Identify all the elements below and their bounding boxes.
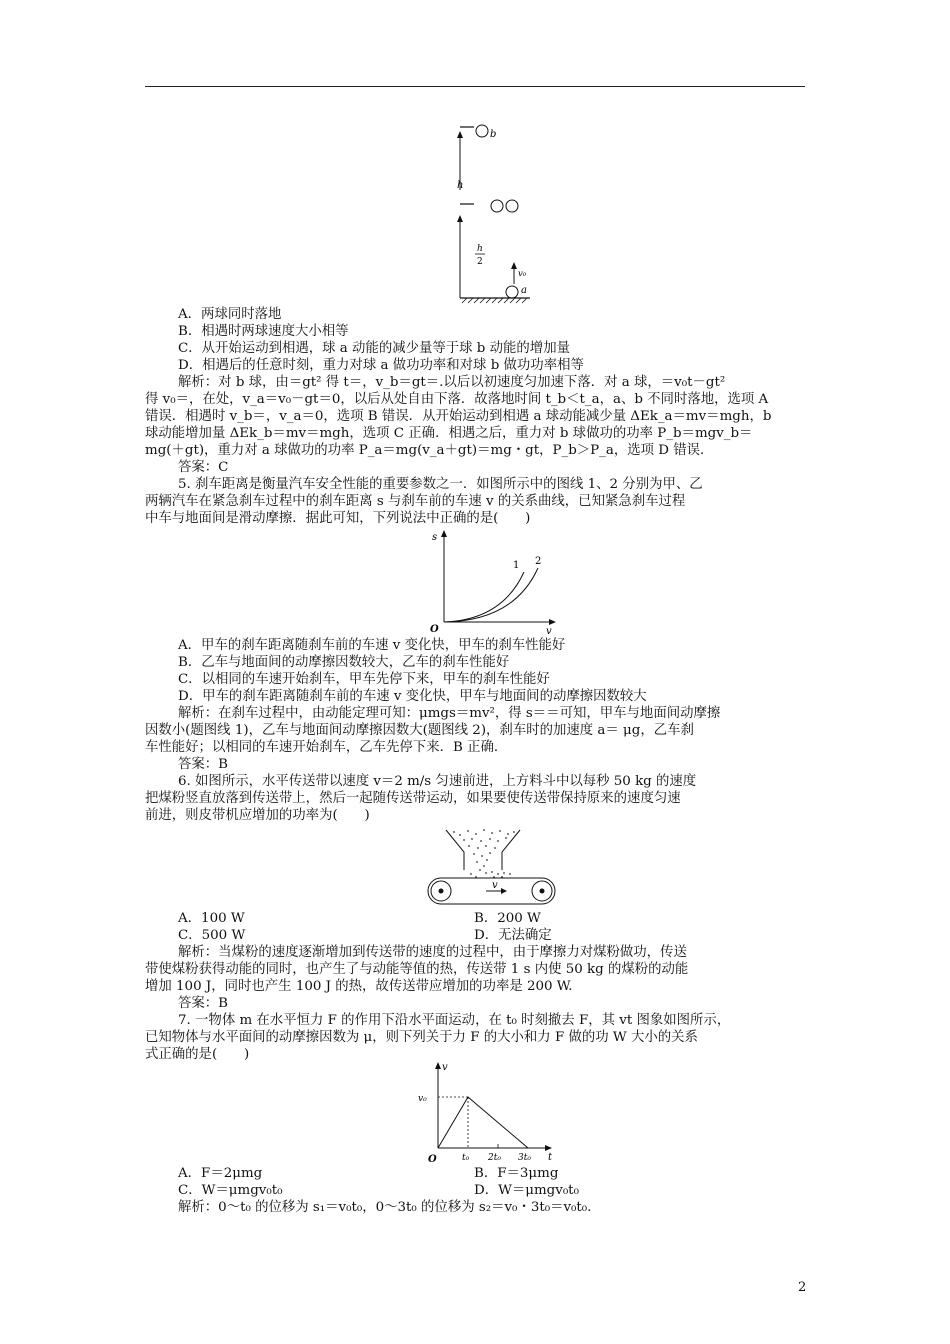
label-h: h [457, 180, 464, 191]
origin-label: O [430, 624, 439, 635]
origin-label: O [428, 1154, 437, 1165]
q5-analysis-line: 因数小(题图线 1)，乙车与地面间动摩擦因数大(题图线 2)，刹车时的加速度 a＝ μg，乙车刹 [145, 723, 694, 738]
q5-option-a: A．甲车的刹车距离随刹车前的车速 v 变化快，甲车的刹车性能好 [178, 638, 566, 653]
tick-label-v0: v₀ [418, 1094, 427, 1104]
q4-option-b: B．相遇时两球速度大小相等 [178, 324, 349, 339]
q4-analysis-line: 得 v₀＝，在处，v_a＝v₀－gt＝0，以后从处自由下落．故落地时间 t_b＜t_a，a、b 不同时落地，选项 A [145, 392, 769, 407]
q7-stem-line: 式正确的是( ) [145, 1047, 250, 1062]
q4-analysis-line: 球动能增加量 ΔEk_b＝mv＝mgh，选项 C 正确．相遇之后，重力对 b 球做功的功率 P_b＝mgv_b＝ [145, 426, 753, 441]
header-rule [145, 86, 805, 87]
q6-option-a: A．100 W [178, 911, 245, 926]
q6-option-c: C．500 W [178, 928, 246, 943]
q5-analysis-line: 解析：在刹车过程中，由动能定理可知：μmgs＝mv²，得 s＝＝可知，甲车与地面间动摩擦 [178, 706, 721, 721]
q5-analysis-line: 车性能好；以相同的车速开始刹车，乙车先停下来．B 正确． [145, 740, 508, 755]
hopper [446, 830, 520, 870]
ball-b [476, 125, 488, 137]
curve-label-1: 1 [513, 560, 520, 571]
q6-stem-line: 前进，则皮带机应增加的功率为( ) [145, 808, 370, 823]
q5-option-c: C．以相同的车速开始刹车，甲车先停下来，甲车的刹车性能好 [178, 672, 550, 687]
page-number: 2 [798, 1280, 807, 1295]
label-v0: v₀ [518, 269, 527, 279]
tick-label-2t0: 2t₀ [488, 1153, 501, 1163]
axis-label-v: v [546, 626, 552, 636]
q7-analysis: 解析：0～t₀ 的位移为 s₁＝v₀t₀，0～3t₀ 的位移为 s₂＝v₀・3t₀＝v₀t₀. [178, 1200, 592, 1215]
q4-analysis-line: 错误．相遇时 v_b＝，v_a＝0，选项 B 错误．从开始运动到相遇 a 球动能减少量 ΔEk_a＝mv＝mgh，b [145, 409, 772, 424]
label-h-over-2-num: h [477, 244, 483, 254]
q6-analysis-line: 带使煤粉获得动能的同时，也产生了与动能等值的热，传送带 1 s 内使 50 kg 的煤粉的动能 [145, 962, 689, 977]
q5-option-d: D．甲车的刹车距离随刹车前的车速 v 变化快，甲车与地面间的动摩擦因数较大 [178, 689, 647, 704]
q7-option-b: B．F＝3μmg [474, 1166, 559, 1181]
q6-option-b: B．200 W [474, 911, 541, 926]
q6-answer: 答案：B [178, 996, 229, 1011]
tick-label-t0: t₀ [462, 1153, 470, 1163]
figure-conveyor-belt [424, 818, 560, 910]
q7-stem-line: 7. 一物体 m 在水平恒力 F 的作用下沿水平面运动，在 t₀ 时刻撤去 F，其 vt 图象如图所示， [178, 1013, 731, 1028]
axis-label-v: v [442, 1062, 448, 1073]
q4-option-a: A．两球同时落地 [178, 307, 282, 322]
q6-analysis-line: 增加 100 J，同时也产生 100 J 的热，故传送带应增加的功率是 200 W. [145, 979, 573, 994]
curve-label-2: 2 [535, 556, 542, 567]
q4-answer: 答案：C [178, 460, 229, 475]
q7-option-c: C．W＝μmgv₀t₀ [178, 1183, 283, 1198]
q7-option-d: D．W＝μmgv₀t₀ [474, 1183, 579, 1198]
q5-option-b: B．乙车与地面间的动摩擦因数较大，乙车的刹车性能好 [178, 655, 510, 670]
tick-label-3t0: 3t₀ [518, 1153, 531, 1163]
axis-label-t: t [548, 1152, 553, 1163]
figure-v-t-graph [418, 1056, 560, 1166]
q5-stem-line: 两辆汽车在紧急刹车过程中的刹车距离 s 与刹车前的车速 v 的关系曲线，已知紧急刹车过程 [145, 494, 686, 509]
q6-stem-line: 把煤粉竖直放落到传送带上，然后一起随传送带运动，如果要使传送带保持原来的速度匀速 [145, 791, 681, 806]
label-h-over-2-den: 2 [477, 257, 483, 267]
curve-2 [444, 568, 538, 622]
q7-stem-line: 已知物体与水平面间的动摩擦因数为 μ，则下列关于力 F 的大小和力 F 做的功 W 大小的关系 [145, 1030, 698, 1045]
q4-analysis-line: 解析：对 b 球，由＝gt² 得 t＝，v_b＝gt＝.以后以初速度匀加速下落．对 a 球，＝v₀t－gt² [178, 375, 726, 390]
q5-answer: 答案：B [178, 757, 229, 772]
q4-option-d: D．相遇后的任意时刻，重力对球 a 做功功率和对球 b 做功功率相等 [178, 358, 584, 373]
q4-analysis-line: mg(＋gt)，重力对 a 球做功的功率 P_a＝mg(v_a＋gt)＝mg・gt，P_b＞P_a，选项 D 错误． [145, 443, 714, 458]
q5-stem-line: 5. 刹车距离是衡量汽车安全性能的重要参数之一．如图所示中的图线 1、2 分别为甲、乙 [178, 477, 703, 492]
q4-option-c: C．从开始运动到相遇，球 a 动能的减少量等于球 b 动能的增加量 [178, 341, 570, 356]
q5-stem-line: 中车与地面间是滑动摩擦．据此可知，下列说法中正确的是( ) [145, 511, 531, 526]
q6-option-d: D．无法确定 [474, 928, 552, 943]
axis-label-s: s [432, 532, 438, 543]
figure-s-v-graph [418, 524, 560, 636]
q7-option-a: A．F＝2μmg [178, 1166, 263, 1181]
figure-two-balls [440, 118, 540, 308]
label-a: a [521, 285, 527, 296]
belt-velocity-label: v [492, 880, 498, 891]
q6-stem-line: 6. 如图所示，水平传送带以速度 v＝2 m/s 匀速前进，上方料斗中以每秒 50 kg 的速度 [178, 774, 697, 789]
velocity-line [438, 1097, 528, 1148]
curve-1 [444, 572, 524, 622]
ball-a [506, 286, 518, 298]
q6-analysis-line: 解析：当煤粉的速度逐渐增加到传送带的速度的过程中，由于摩擦力对煤粉做功，传送 [178, 945, 687, 960]
label-b: b [490, 129, 497, 140]
